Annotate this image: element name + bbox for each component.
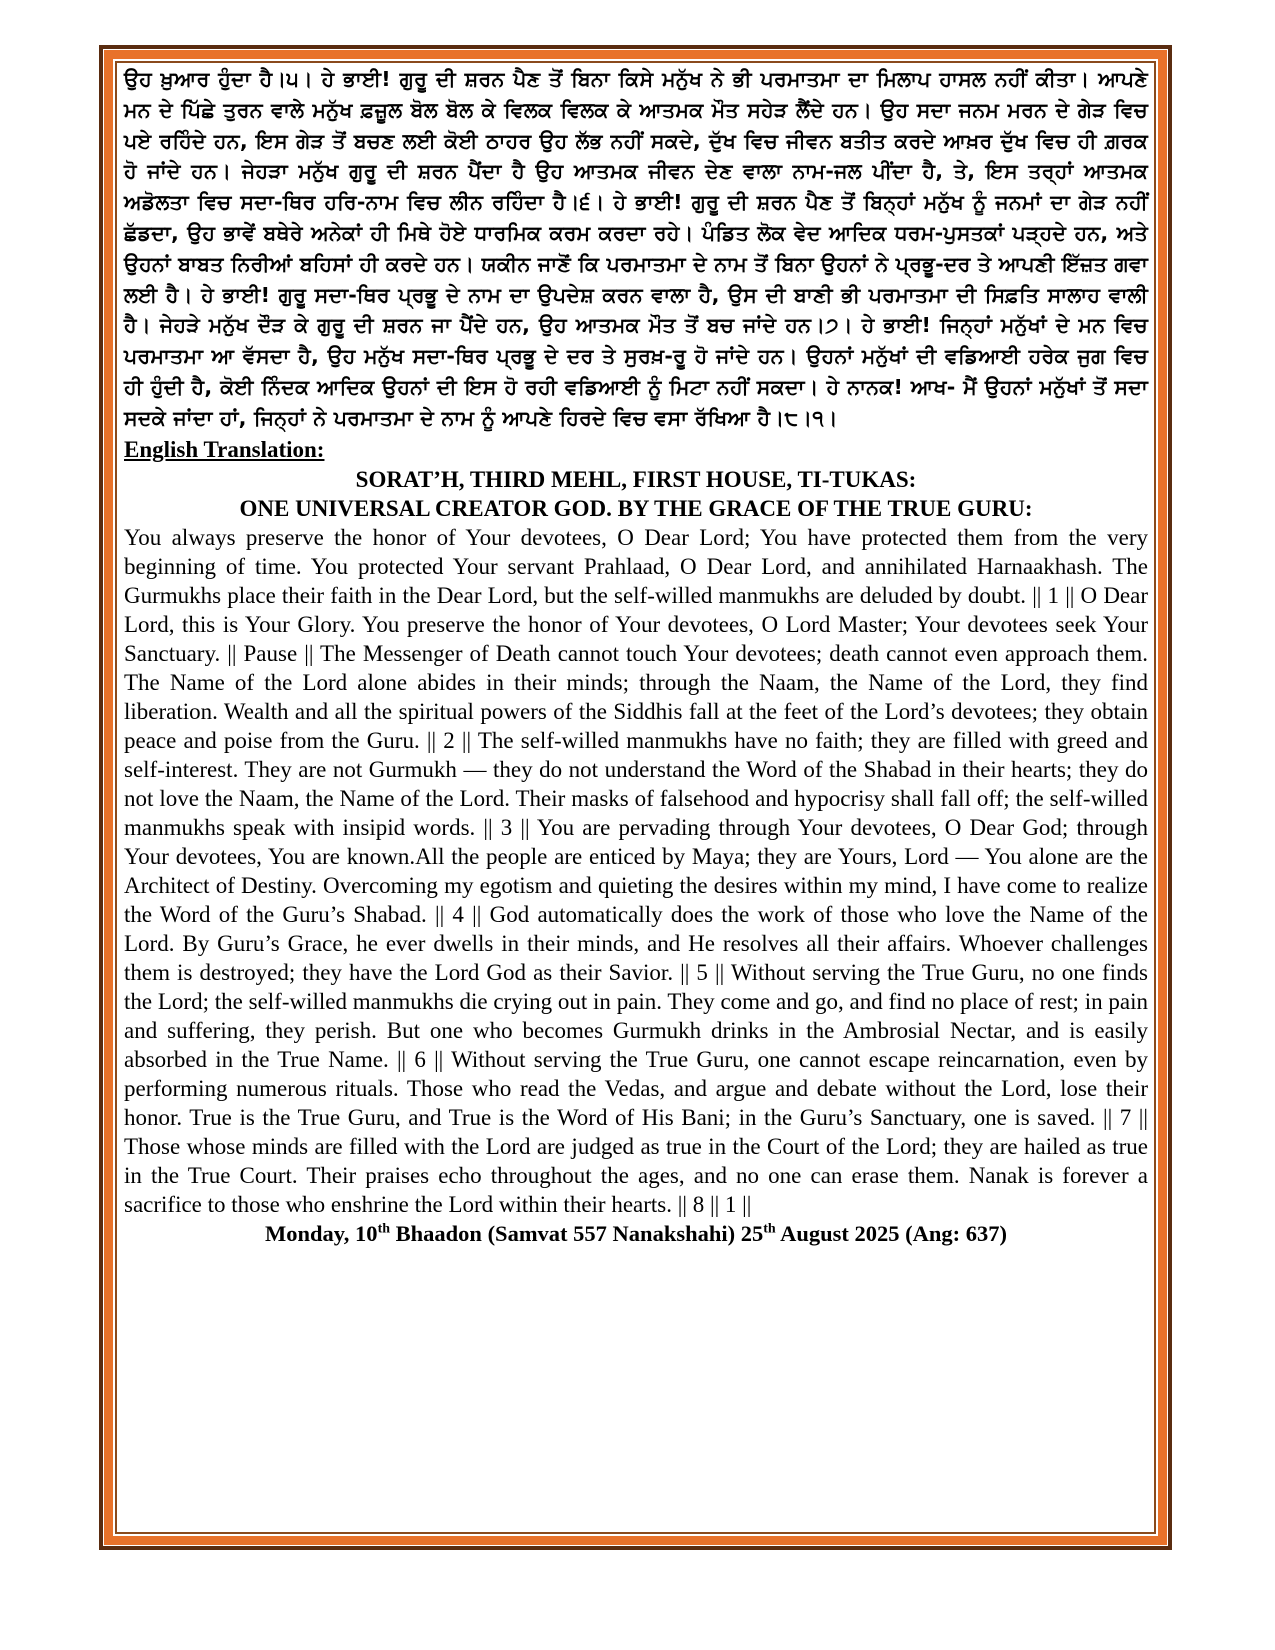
footer-mid: Bhaadon (Samvat 557 Nanakshahi) 25	[390, 1220, 764, 1246]
footer-day: Monday, 10	[265, 1220, 378, 1246]
footer-day-sup: th	[377, 1221, 391, 1237]
gurmukhi-commentary: ਉਹ ਖ਼ੁਆਰ ਹੁੰਦਾ ਹੈ।੫। ਹੇ ਭਾਈ! ਗੁਰੂ ਦੀ ਸ਼ਰਨ ਪੈਣ ਤੋਂ ਬਿਨਾ ਕਿਸੇ ਮਨੁੱਖ ਨੇ ਭੀ ਪਰਮਾਤਮਾ ਦਾ ਮਿਲਾਪ ਹਾਸਲ ਨਹੀਂ ਕੀਤਾ। ਆਪਣੇ ਮਨ ਦੇ ਪਿੱਛੇ ਤੁਰਨ ਵਾਲੇ ਮਨੁੱਖ ਫ਼ਜ਼ੂਲ ਬੋਲ ਬੋਲ ਕੇ ਵਿਲਕ ਵਿਲਕ ਕੇ ਆਤਮਕ ਮੌਤ ਸਹੇੜ ਲੈਂਦੇ ਹਨ। ਉਹ ਸਦਾ ਜਨਮ ਮਰਨ ਦੇ ਗੇੜ ਵਿਚ ਪਏ ਰਹਿੰਦੇ ਹਨ, ਇਸ ਗੇੜ ਤੋਂ ਬਚਣ ਲਈ ਕੋਈ ਠਾਹਰ ਉਹ ਲੱਭ ਨਹੀਂ ਸਕਦੇ, ਦੁੱਖ ਵਿਚ ਜੀਵਨ ਬਤੀਤ ਕਰਦੇ ਆਖ਼ਰ ਦੁੱਖ ਵਿਚ ਹੀ ਗ਼ਰਕ ਹੋ ਜਾਂਦੇ ਹਨ। ਜੇਹੜਾ ਮਨੁੱਖ ਗੁਰੂ ਦੀ ਸ਼ਰਨ ਪੈਂਦਾ ਹੈ ਉਹ ਆਤਮਕ ਜੀਵਨ ਦੇਣ ਵਾਲਾ ਨਾਮ-ਜਲ ਪੀਂਦਾ ਹੈ, ਤੇ, ਇਸ ਤਰ੍ਹਾਂ ਆਤਮਕ ਅਡੋਲਤਾ ਵਿਚ ਸਦਾ-ਥਿਰ ਹਰਿ-ਨਾਮ ਵਿਚ ਲੀਨ ਰਹਿੰਦਾ ਹੈ।੬। ਹੇ ਭਾਈ! ਗੁਰੂ ਦੀ ਸ਼ਰਨ ਪੈਣ ਤੋਂ ਬਿਨ੍ਹਾਂ ਮਨੁੱਖ ਨੂੰ ਜਨਮਾਂ ਦਾ ਗੇੜ ਨਹੀਂ ਛੱਡਦਾ, ਉਹ ਭਾਵੇਂ ਬਥੇਰੇ ਅਨੇਕਾਂ ਹੀ ਮਿਥੇ ਹੋਏ ਧਾਰਮਿਕ ਕਰਮ ਕਰਦਾ ਰਹੇ। ਪੰਡਿਤ ਲੋਕ ਵੇਦ ਆਦਿਕ ਧਰਮ-ਪੁਸਤਕਾਂ ਪੜ੍ਹਦੇ ਹਨ, ਅਤੇ ਉਹਨਾਂ ਬਾਬਤ ਨਿਰੀਆਂ ਬਹਿਸਾਂ ਹੀ ਕਰਦੇ ਹਨ। ਯਕੀਨ ਜਾਣੋਂ ਕਿ ਪਰਮਾਤਮਾ ਦੇ ਨਾਮ ਤੋਂ ਬਿਨਾ ਉਹਨਾਂ ਨੇ ਪ੍ਰਭੂ-ਦਰ ਤੇ ਆਪਣੀ ਇੱਜ਼ਤ ਗਵਾ ਲਈ ਹੈ। ਹੇ ਭਾਈ! ਗੁਰੂ ਸਦਾ-ਥਿਰ ਪ੍ਰਭੂ ਦੇ ਨਾਮ ਦਾ ਉਪਦੇਸ਼ ਕਰਨ ਵਾਲਾ ਹੈ, ਉਸ ਦੀ ਬਾਣੀ ਭੀ ਪਰਮਾਤਮਾ ਦੀ ਸਿਫ਼ਤਿ ਸਾਲਾਹ ਵਾਲੀ ਹੈ। ਜੇਹੜੇ ਮਨੁੱਖ ਦੌੜ ਕੇ ਗੁਰੂ ਦੀ ਸ਼ਰਨ ਜਾ ਪੈਂਦੇ ਹਨ, ਉਹ ਆਤਮਕ ਮੌਤ ਤੋਂ ਬਚ ਜਾਂਦੇ ਹਨ।੭। ਹੇ ਭਾਈ! ਜਿਨ੍ਹਾਂ ਮਨੁੱਖਾਂ ਦੇ ਮਨ ਵਿਚ ਪਰਮਾਤਮਾ ਆ ਵੱਸਦਾ ਹੈ, ਉਹ ਮਨੁੱਖ ਸਦਾ-ਥਿਰ ਪ੍ਰਭੂ ਦੇ ਦਰ ਤੇ ਸੁਰਖ਼-ਰੂ ਹੋ ਜਾਂਦੇ ਹਨ। ਉਹਨਾਂ ਮਨੁੱਖਾਂ ਦੀ ਵਡਿਆਈ ਹਰੇਕ ਜੁਗ ਵਿਚ ਹੀ ਹੁੰਦੀ ਹੈ, ਕੋਈ ਨਿੰਦਕ ਆਦਿਕ ਉਹਨਾਂ ਦੀ ਇਸ ਹੋ ਰਹੀ ਵਡਿਆਈ ਨੂੰ ਮਿਟਾ ਨਹੀਂ ਸਕਦਾ। ਹੇ ਨਾਨਕ! ਆਖ- ਮੈਂ ਉਹਨਾਂ ਮਨੁੱਖਾਂ ਤੋਂ ਸਦਾ ਸਦਕੇ ਜਾਂਦਾ ਹਾਂ, ਜਿਨ੍ਹਾਂ ਨੇ ਪਰਮਾਤਮਾ ਦੇ ਨਾਮ ਨੂੰ ਆਪਣੇ ਹਿਰਦੇ ਵਿਚ ਵਸਾ ਰੱਖਿਆ ਹੈ।੮।੧।	[124, 67, 1149, 430]
date-footer	[124, 1219, 1148, 1249]
translation-label: English Translation:	[124, 436, 325, 462]
translation-title-line1: SORAT’H, THIRD MEHL, FIRST HOUSE, TI-TUKAS:	[355, 466, 917, 492]
translation-body: You always preserve the honor of Your devotees, O Dear Lord; You have protected them from the very beginning of time. You protected Your servant Prahlaad, O Dear Lord, and annihilated Harnaakhash. The Gurmukhs place their faith in the Dear Lord, but the self-willed manmukhs are deluded by doubt. || 1 || O Dear Lord, this is Your Glory. You preserve the honor of Your devotees, O Lord Master; Your devotees seek Your Sanctuary. || Pause || The Messenger of Death cannot touch Your devotees; death cannot even approach them. The Name of the Lord alone abides in their minds; through the Naam, the Name of the Lord, they find liberation. Wealth and all the spiritual powers of the Siddhis fall at the feet of the Lord’s devotees; they obtain peace and poise from the Guru. || 2 || The self-willed manmukhs have no faith; they are filled with greed and self-interest. They are not Gurmukh — they do not understand the Word of the Shabad in their hearts; they do not love the Naam, the Name of the Lord. Their masks of falsehood and hypocrisy shall fall off; the self-willed manmukhs speak with insipid words. || 3 || You are pervading through Your devotees, O Dear God; through Your devotees, You are known.All the people are enticed by Maya; they are Yours, Lord — You alone are the Architect of Destiny. Overcoming my egotism and quieting the desires within my mind, I have come to realize the Word of the Guru’s Shabad. || 4 || God automatically does the work of those who love the Name of the Lord. By Guru’s Grace, he ever dwells in their minds, and He resolves all their affairs. Whoever challenges them is destroyed; they have the Lord God as their Savior. || 5 || Without serving the True Guru, no one finds the Lord; the self-willed manmukhs die crying out in pain. They come and go, and find no place of rest; in pain and suffering, they perish. But one who becomes Gurmukh drinks in the Ambrosial Nectar, and is easily absorbed in the True Name. || 6 || Without serving the True Guru, one cannot escape reincarnation, even by performing numerous rituals. Those who read the Vedas, and argue and debate without the Lord, lose their honor. True is the True Guru, and True is the Word of His Bani; in the Guru’s Sanctuary, one is saved. || 7 || Those whose minds are filled with the Lord are judged as true in the Court of the Lord; they are hailed as true in the True Court. Their praises echo throughout the ages, and no one can erase them. Nanak is forever a sacrifice to those who enshrine the Lord within their hearts. || 8 || 1 ||	[124, 524, 1148, 1217]
footer-suffix: August 2025 (Ang: 637)	[775, 1220, 1007, 1246]
footer-date-sup: th	[763, 1221, 776, 1237]
page-content	[124, 64, 1148, 1249]
translation-title-line2: ONE UNIVERSAL CREATOR GOD. BY THE GRACE OF THE TRUE GURU:	[239, 495, 1033, 521]
